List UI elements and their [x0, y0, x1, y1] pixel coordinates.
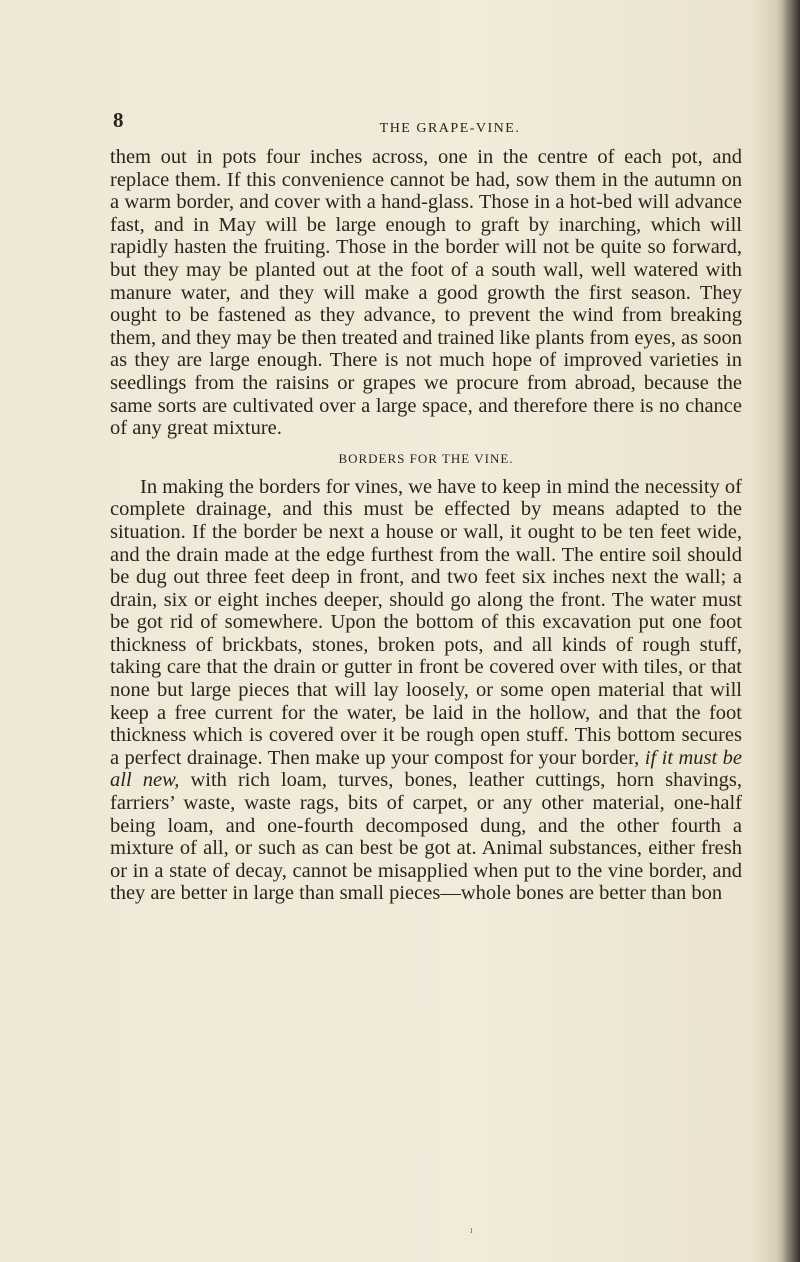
- italic-phrase: if it must be all new,: [110, 746, 743, 792]
- binding-shadow: [782, 0, 800, 1262]
- running-head: THE GRAPE-VINE.: [379, 121, 521, 136]
- section-heading: BORDERS FOR THE VINE.: [338, 450, 514, 466]
- paragraph-borders-part-2: with rich loam, turves, bones, leather cuttings, horn shavings, farriers’ waste, waste rags, bits of carpet, or any other material, one-half being loam, and one-fourth decomposed dung, and the other fourth a mixture of all, or such as can best be got at. Animal substances, either fresh or in a state of decay, cannot be misapplied when put to the vine border, and they are better in large than small pieces—whole bones are better than bon: [110, 769, 742, 905]
- paragraph-borders-part-1: In making the borders for vines, we have to keep in mind the necessity of complete drainage, and this must be effected by means adapted to the situation. If the border be next a house or wall, it ought to be ten feet wide, and the drain made at the edge furthest from the wall. The entire soil should be dug out three feet deep in front, and two feet six inches next the wall; a drain, six or eight inches deeper, should go along the front. The water must be got rid of somewhere. Upon the bottom of this excavation put one foot thickness of brickbats, stones, broken pots, and all kinds of rough stuff, taking care that the drain or gutter in front be covered over with tiles, or that none but large pieces that will lay loosely, or some open material that will keep a free current for the water, be laid in the hollow, and that the foot thickness which is covered over it be rough open stuff. This bottom secures a perfect drainage. Then make up your compost for your border,: [110, 475, 742, 769]
- paragraph-continued: them out in pots four inches across, one in the centre of each pot, and replace them. If this convenience cannot be had, sow them in the autumn on a warm border, and cover with a hand-glass. Those in a hot-bed will advance fast, and in May will be large enough to graft by inarching, which will rapidly hasten the fruiting. Those in the border will not be quite so forward, but they may be planted out at the foot of a south wall, well watered with manure water, and they will make a good growth the first season. They ought to be fastened as they advance, to prevent the wind from breaking them, and they may be then treated and trained like plants from eyes, as soon as they are large enough. There is not much hope of improved varieties in seedlings from the raisins or grapes we procure from abroad, because the same sorts are cultivated over a large space, and therefore there is no chance of any great mixture.: [110, 146, 742, 440]
- print-speck: ı: [470, 1225, 473, 1236]
- body-text: [110, 146, 742, 905]
- page-number: 8: [113, 108, 124, 132]
- paragraph-borders: [110, 476, 742, 905]
